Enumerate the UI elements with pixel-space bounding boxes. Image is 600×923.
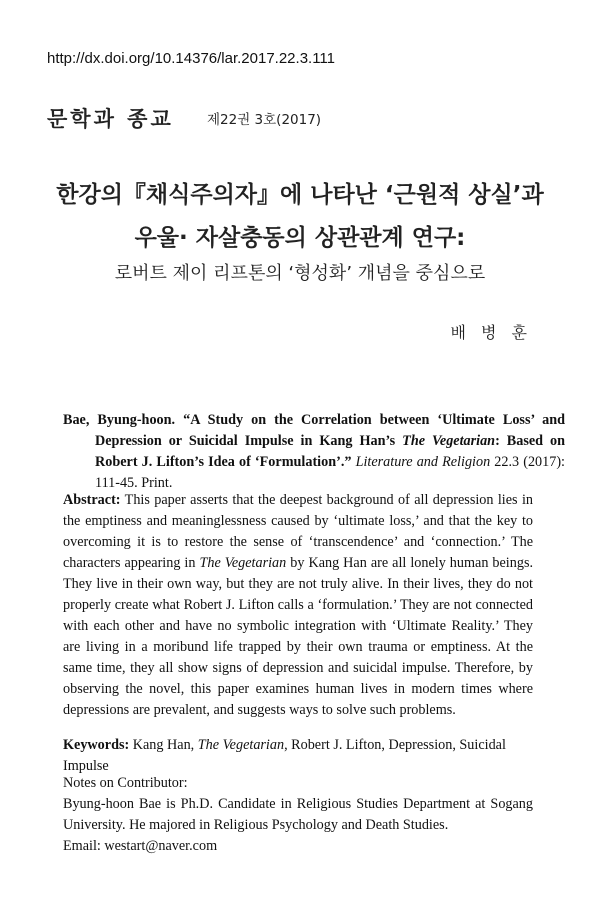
keywords-italic: The Vegetarian bbox=[197, 737, 285, 753]
keywords-label: Keywords: bbox=[63, 737, 130, 753]
keywords-pre: Kang Han, bbox=[129, 737, 198, 753]
author-name: 배 병 훈 bbox=[450, 323, 532, 342]
citation-details: 22.3 (2017): 111-45. Print. bbox=[95, 454, 565, 491]
article-title-line-2: 우울· 자살충동의 상관관계 연구: bbox=[134, 225, 466, 251]
citation-title-italic: The Vegetarian bbox=[402, 433, 496, 449]
doi-link[interactable]: http://dx.doi.org/10.14376/lar.2017.22.3.111 bbox=[47, 50, 336, 67]
article-subtitle: 로버트 제이 리프톤의 ‘형성화’ 개념을 중심으로 bbox=[114, 263, 486, 284]
abstract-label: Abstract: bbox=[63, 492, 121, 508]
abstract-italic: The Vegetarian bbox=[199, 555, 287, 571]
citation-journal: Literature and Religion bbox=[355, 454, 491, 470]
contributor-email[interactable]: Email: westart@naver.com bbox=[63, 838, 218, 854]
citation bbox=[63, 410, 565, 494]
contributor-heading: Notes on Contributor: bbox=[63, 775, 188, 791]
abstract-text-1: This paper asserts that the deepest background of all depression lies in the emptiness and meaninglessness caused by ‘ultimate loss,’ and that the key to overcoming it is to restore the sense of ‘transcendence’ and ‘connection.’ The characters appearing in bbox=[63, 492, 533, 571]
journal-issue: 제22권 3호(2017) bbox=[207, 112, 322, 128]
abstract bbox=[63, 490, 533, 721]
citation-title-post: : Based on Robert J. Lifton’s Idea of ‘Formulation’.” bbox=[95, 433, 565, 470]
citation-title-pre: “A Study on the Correlation between ‘Ultimate Loss’ and Depression or Suicidal Impulse in Kang Han’s bbox=[95, 412, 566, 449]
keywords bbox=[63, 735, 543, 777]
citation-authors: Bae, Byung-hoon. bbox=[63, 412, 176, 428]
abstract-text-2: by Kang Han are all lonely human beings. They live in their own way, but they are not truly alive. In their lives, they do not properly create what Robert J. Lifton calls a ‘formulation.’ They are not connected with each other and have no symbolic integration with ‘Ultimate Reality.’ They are living in a moribund life trapped by their own trauma or emptiness. At the same time, they all show signs of depression and suicidal impulse. Therefore, by observing the novel, this paper examines human lives in modern times where depressions are prevalent, and suggests ways to solve such problems. bbox=[63, 555, 534, 718]
article-title-line-1: 한강의『채식주의자』에 나타난 ‘근원적 상실’과 bbox=[56, 182, 544, 208]
contributor-notes bbox=[63, 773, 533, 857]
contributor-bio: Byung-hoon Bae is Ph.D. Candidate in Religious Studies Department at Sogang University. He majored in Religious Psychology and Death Studies. bbox=[63, 796, 533, 833]
keywords-post: , Robert J. Lifton, Depression, Suicidal Impulse bbox=[63, 737, 506, 774]
journal-logo: 문학과 종교 bbox=[47, 107, 174, 131]
